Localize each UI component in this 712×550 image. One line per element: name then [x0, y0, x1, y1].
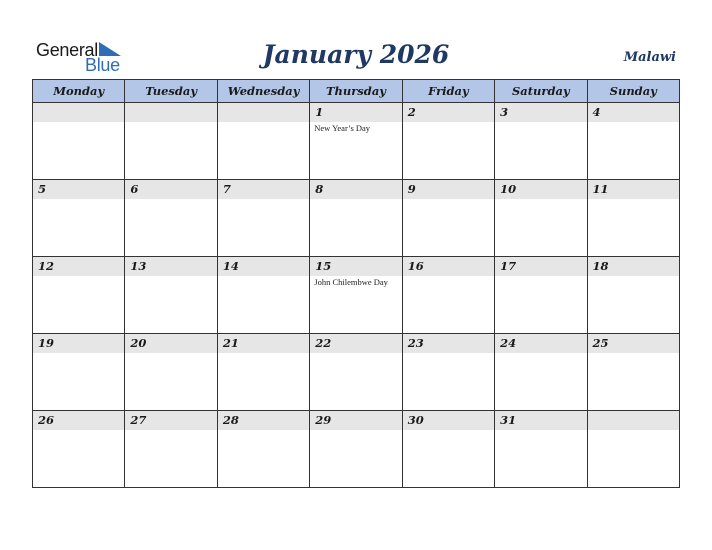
day-number: 30 [403, 411, 494, 430]
weekday-header: Wednesday [217, 80, 309, 103]
calendar-day-cell [587, 180, 679, 257]
day-number: 5 [33, 180, 124, 199]
calendar-day-cell [125, 257, 217, 334]
logo-text-blue: Blue [85, 55, 120, 75]
calendar-day-cell [587, 103, 679, 180]
calendar-grid [32, 79, 680, 488]
calendar-day-cell [33, 257, 125, 334]
day-number: 4 [588, 103, 679, 122]
day-number: 6 [125, 180, 216, 199]
day-number: 7 [218, 180, 309, 199]
calendar-day-cell [495, 334, 587, 411]
calendar-week-row [33, 103, 680, 180]
day-number: 13 [125, 257, 216, 276]
calendar-day-cell [402, 411, 494, 488]
day-number: 8 [310, 180, 401, 199]
day-number: 3 [495, 103, 586, 122]
calendar-day-cell [125, 103, 217, 180]
country-label: Malawi [623, 50, 676, 65]
day-number [218, 103, 309, 122]
calendar-day-cell [310, 103, 402, 180]
calendar-day-cell [217, 257, 309, 334]
weekday-header: Tuesday [125, 80, 217, 103]
weekday-header: Thursday [310, 80, 402, 103]
day-number: 15 [310, 257, 401, 276]
calendar-day-cell [310, 334, 402, 411]
calendar-day-cell [587, 411, 679, 488]
day-number [125, 103, 216, 122]
day-number: 16 [403, 257, 494, 276]
weekday-header: Friday [402, 80, 494, 103]
calendar-day-cell [495, 257, 587, 334]
calendar-week-row [33, 180, 680, 257]
weekday-header-row [33, 80, 680, 103]
weekday-header: Saturday [495, 80, 587, 103]
calendar-day-cell [125, 411, 217, 488]
calendar-day-cell [310, 257, 402, 334]
day-number: 28 [218, 411, 309, 430]
calendar-day-cell [33, 334, 125, 411]
day-number: 26 [33, 411, 124, 430]
logo-text-general: General [36, 40, 98, 60]
calendar-week-row [33, 257, 680, 334]
day-number: 31 [495, 411, 586, 430]
calendar-day-cell [495, 180, 587, 257]
day-number: 14 [218, 257, 309, 276]
weekday-header: Monday [33, 80, 125, 103]
calendar-day-cell [125, 334, 217, 411]
calendar-day-cell [402, 103, 494, 180]
calendar-day-cell [33, 411, 125, 488]
calendar-day-cell [402, 334, 494, 411]
calendar-day-cell [217, 411, 309, 488]
calendar-day-cell [217, 103, 309, 180]
calendar-title: January 2026 [262, 40, 450, 69]
holiday-label: John Chilembwe Day [314, 277, 388, 287]
day-number [33, 103, 124, 122]
calendar-day-cell [402, 257, 494, 334]
day-number: 21 [218, 334, 309, 353]
calendar-day-cell [33, 103, 125, 180]
weekday-header: Sunday [587, 80, 679, 103]
day-number: 10 [495, 180, 586, 199]
day-number: 19 [33, 334, 124, 353]
day-number: 24 [495, 334, 586, 353]
day-number: 25 [588, 334, 679, 353]
day-number: 18 [588, 257, 679, 276]
day-number: 2 [403, 103, 494, 122]
day-number: 29 [310, 411, 401, 430]
calendar-day-cell [402, 180, 494, 257]
day-number: 20 [125, 334, 216, 353]
day-number: 27 [125, 411, 216, 430]
holiday-label: New Year’s Day [314, 123, 371, 133]
calendar-day-cell [587, 257, 679, 334]
calendar-day-cell [587, 334, 679, 411]
day-number: 17 [495, 257, 586, 276]
calendar-week-row [33, 334, 680, 411]
calendar-day-cell [33, 180, 125, 257]
day-number: 9 [403, 180, 494, 199]
calendar-week-row [33, 411, 680, 488]
calendar-day-cell [217, 180, 309, 257]
calendar-day-cell [310, 180, 402, 257]
calendar-day-cell [495, 103, 587, 180]
day-number: 12 [33, 257, 124, 276]
calendar-day-cell [310, 411, 402, 488]
calendar-day-cell [125, 180, 217, 257]
day-number [588, 411, 679, 430]
day-number: 11 [588, 180, 679, 199]
day-number: 1 [310, 103, 401, 122]
day-number: 23 [403, 334, 494, 353]
calendar-day-cell [495, 411, 587, 488]
calendar-day-cell [217, 334, 309, 411]
day-number: 22 [310, 334, 401, 353]
